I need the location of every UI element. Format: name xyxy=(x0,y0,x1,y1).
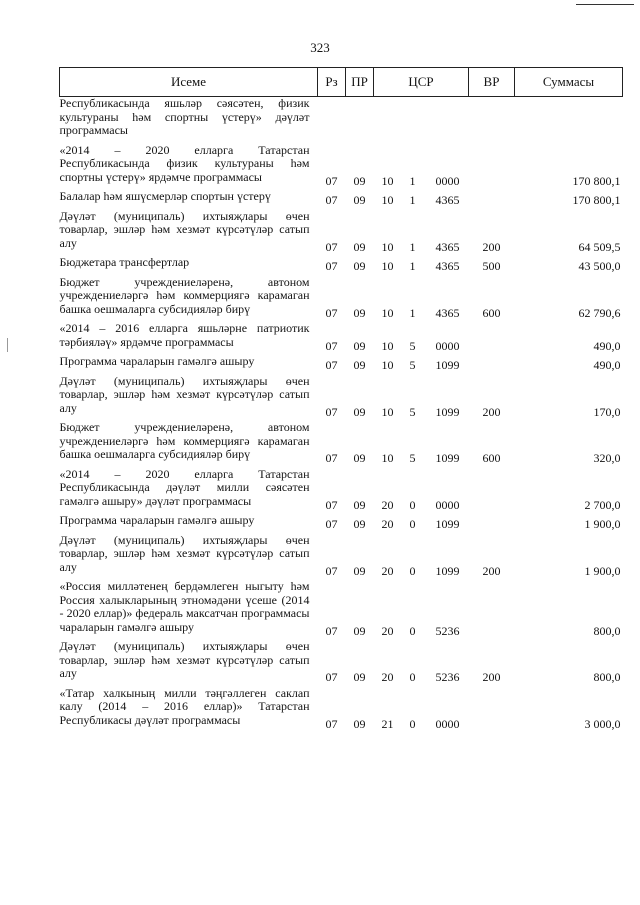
row-sum: 62 790,6 xyxy=(578,305,621,320)
row-vr: 200 xyxy=(482,404,501,419)
row-rz: 07 xyxy=(325,517,338,531)
row-csr-subprogram: 0 xyxy=(409,517,416,531)
table-row xyxy=(60,320,623,353)
row-rz: 07 xyxy=(325,670,338,684)
row-rz: 07 xyxy=(325,338,338,353)
row-csr-program: 20 xyxy=(381,563,394,578)
row-csr-item: 4365 xyxy=(435,193,460,207)
row-csr-item: 1099 xyxy=(435,404,460,419)
row-name: Программа чараларын гамәлгә ашыру xyxy=(59,354,255,368)
row-name: Балалар һәм яшүсмерләр спортын үстерү xyxy=(59,189,271,203)
row-csr-subprogram: 0 xyxy=(409,563,416,578)
row-vr xyxy=(469,466,515,513)
row-vr: 600 xyxy=(482,451,501,465)
row-name: «2014 – 2016 елларга яшьләрне патриотик тәрбияләү» ярдәмче программасы xyxy=(59,321,310,349)
row-rz: 07 xyxy=(325,173,338,188)
row-vr xyxy=(469,685,515,732)
table-row xyxy=(60,512,623,532)
row-pr: 09 xyxy=(353,563,366,578)
col-header-rz: Рз xyxy=(318,68,346,97)
col-header-vr: ВР xyxy=(469,68,515,97)
row-vr: 600 xyxy=(482,305,501,320)
row-csr-program: 21 xyxy=(381,716,394,731)
table-row xyxy=(60,466,623,513)
row-csr xyxy=(374,254,469,274)
row-csr-item: 1099 xyxy=(435,358,460,372)
row-vr: 500 xyxy=(482,259,501,273)
row-vr xyxy=(469,97,515,142)
row-csr-program: 10 xyxy=(381,239,394,254)
row-pr: 09 xyxy=(353,404,366,419)
row-csr xyxy=(374,532,469,579)
table-header-row xyxy=(60,68,623,97)
row-csr-program: 20 xyxy=(381,670,394,684)
col-header-pr: ПР xyxy=(346,68,374,97)
row-vr: 200 xyxy=(482,563,501,578)
row-sum: 170 800,1 xyxy=(572,173,621,188)
row-rz: 07 xyxy=(325,563,338,578)
row-csr-subprogram: 0 xyxy=(409,670,416,684)
table-row xyxy=(60,532,623,579)
row-pr: 09 xyxy=(353,451,366,465)
row-rz: 07 xyxy=(325,623,338,638)
row-csr-item: 0000 xyxy=(435,338,460,353)
row-sum: 2 700,0 xyxy=(584,497,621,512)
row-name: «Татар халкының милли тәңгәллеген саклап калу (2014 – 2016 еллар)» Татарстан Республикасы дәүләт программасы xyxy=(59,685,310,727)
row-rz: 07 xyxy=(325,404,338,419)
row-csr xyxy=(374,208,469,255)
table-row xyxy=(60,638,623,685)
row-sum: 170,0 xyxy=(593,404,621,419)
row-csr-subprogram: 0 xyxy=(409,716,416,731)
row-name: Бюджетара трансфертлар xyxy=(59,255,190,269)
row-name: Дәүләт (муниципаль) ихтыяҗлары өчен товарлар, эшләр һәм хезмәт күрсәтүләр сатып алу xyxy=(59,208,310,250)
row-name: Дәүләт (муниципаль) ихтыяҗлары өчен товарлар, эшләр һәм хезмәт күрсәтүләр сатып алу xyxy=(59,373,310,415)
budget-table xyxy=(59,67,623,731)
margin-mark xyxy=(7,338,8,352)
row-rz: 07 xyxy=(325,358,338,372)
row-vr: 200 xyxy=(482,239,501,254)
table-row xyxy=(60,353,623,373)
row-csr-item: 0000 xyxy=(435,173,460,188)
row-csr xyxy=(374,353,469,373)
row-vr xyxy=(469,142,515,189)
row-csr-program: 20 xyxy=(381,497,394,512)
row-csr-program: 10 xyxy=(381,338,394,353)
row-csr xyxy=(374,512,469,532)
row-rz: 07 xyxy=(325,239,338,254)
row-vr xyxy=(469,578,515,638)
row-sum: 800,0 xyxy=(593,623,621,638)
row-csr-subprogram: 1 xyxy=(409,239,416,254)
row-csr-item: 1099 xyxy=(435,451,460,465)
row-pr: 09 xyxy=(353,623,366,638)
row-csr-program: 10 xyxy=(381,259,394,273)
row-csr-program: 10 xyxy=(381,305,394,320)
table-row xyxy=(60,685,623,732)
row-csr-subprogram: 0 xyxy=(409,497,416,512)
row-csr xyxy=(374,320,469,353)
row-csr-program: 10 xyxy=(381,193,394,207)
row-sum: 490,0 xyxy=(593,358,621,372)
row-sum: 490,0 xyxy=(593,338,621,353)
row-rz xyxy=(318,97,346,142)
row-name: Республикасында яшьләр сәясәтен, физик культураны һәм спортны үстерү» дәүләт программасы xyxy=(59,96,310,137)
row-csr-program: 10 xyxy=(381,358,394,372)
row-csr-program: 20 xyxy=(381,517,394,531)
row-csr-item: 0000 xyxy=(435,716,460,731)
row-csr xyxy=(374,419,469,466)
row-pr: 09 xyxy=(353,517,366,531)
row-csr-item: 5236 xyxy=(435,670,460,684)
table-row xyxy=(60,373,623,420)
row-csr xyxy=(374,373,469,420)
row-csr-program: 10 xyxy=(381,404,394,419)
table-row xyxy=(60,274,623,321)
row-csr-subprogram: 1 xyxy=(409,259,416,273)
col-header-csr: ЦСР xyxy=(374,68,469,97)
row-csr xyxy=(374,142,469,189)
row-csr xyxy=(374,638,469,685)
row-csr-subprogram: 1 xyxy=(409,193,416,207)
row-name: Бюджет учреждениеләренә, автоном учреждениеләргә һәм коммерциягә карамаган башка оешмаларга субсидияләр бирү xyxy=(59,420,310,461)
row-rz: 07 xyxy=(325,193,338,207)
row-vr xyxy=(469,320,515,353)
row-csr-item: 1099 xyxy=(435,517,460,531)
row-csr-subprogram: 0 xyxy=(409,623,416,638)
row-pr: 09 xyxy=(353,193,366,207)
row-csr-item: 0000 xyxy=(435,497,460,512)
table-row xyxy=(60,97,623,142)
page-number: 323 xyxy=(310,40,330,55)
row-pr: 09 xyxy=(353,497,366,512)
row-pr: 09 xyxy=(353,716,366,731)
row-vr: 200 xyxy=(482,670,501,684)
row-rz: 07 xyxy=(325,716,338,731)
row-csr xyxy=(374,274,469,321)
row-csr xyxy=(374,188,469,208)
col-header-sum: Суммасы xyxy=(515,68,623,97)
row-csr-subprogram: 5 xyxy=(409,358,416,372)
row-name: Дәүләт (муниципаль) ихтыяҗлары өчен товарлар, эшләр һәм хезмәт күрсәтүләр сатып алу xyxy=(59,532,310,574)
row-csr-program: 20 xyxy=(381,623,394,638)
row-csr-item: 4365 xyxy=(435,239,460,254)
row-sum: 320,0 xyxy=(593,451,621,465)
row-pr: 09 xyxy=(353,358,366,372)
row-rz: 07 xyxy=(325,305,338,320)
row-pr: 09 xyxy=(353,670,366,684)
row-csr-subprogram: 1 xyxy=(409,173,416,188)
row-pr: 09 xyxy=(353,173,366,188)
row-csr-item: 4365 xyxy=(435,305,460,320)
row-sum: 43 500,0 xyxy=(578,259,621,273)
row-vr xyxy=(469,353,515,373)
table-row xyxy=(60,208,623,255)
row-csr-item: 1099 xyxy=(435,563,460,578)
row-sum: 64 509,5 xyxy=(578,239,621,254)
row-csr-program: 10 xyxy=(381,451,394,465)
row-csr-program: 10 xyxy=(381,173,394,188)
table-row xyxy=(60,142,623,189)
row-rz: 07 xyxy=(325,451,338,465)
row-csr-subprogram: 5 xyxy=(409,451,416,465)
row-pr xyxy=(346,97,374,142)
table-body xyxy=(60,97,623,732)
row-sum: 170 800,1 xyxy=(572,193,621,207)
row-sum: 3 000,0 xyxy=(584,716,621,731)
row-csr-subprogram: 1 xyxy=(409,305,416,320)
table-row xyxy=(60,578,623,638)
row-name: «Россия милләтенең бердәмлеген ныгыту һәм Россия халыкларының этномәдәни үсеше (2014 - 2020 еллар)» федераль максатчан программасы чараларын гамәлгә ашыру xyxy=(59,579,310,634)
table-row xyxy=(60,188,623,208)
table-row xyxy=(60,419,623,466)
row-pr: 09 xyxy=(353,338,366,353)
row-name: Программа чараларын гамәлгә ашыру xyxy=(59,513,255,527)
row-rz: 07 xyxy=(325,497,338,512)
corner-line xyxy=(576,4,634,5)
row-sum: 1 900,0 xyxy=(584,563,621,578)
table-row xyxy=(60,254,623,274)
row-name: «2014 – 2020 елларга Татарстан Республикасында дәүләт милли сәясәтен гамәлгә ашыру» дәүләт программасы xyxy=(59,466,310,508)
row-csr-item: 4365 xyxy=(435,259,460,273)
row-sum xyxy=(515,97,623,142)
row-vr xyxy=(469,512,515,532)
row-csr-item: 5236 xyxy=(435,623,460,638)
row-rz: 07 xyxy=(325,259,338,273)
row-pr: 09 xyxy=(353,259,366,273)
row-pr: 09 xyxy=(353,239,366,254)
row-name: Бюджет учреждениеләренә, автоном учреждениеләргә һәм коммерциягә карамаган башка оешмаларга субсидияләр бирү xyxy=(59,274,310,316)
row-sum: 1 900,0 xyxy=(584,517,621,531)
row-csr xyxy=(374,97,469,142)
row-name: Дәүләт (муниципаль) ихтыяҗлары өчен товарлар, эшләр һәм хезмәт күрсәтүләр сатып алу xyxy=(59,639,310,680)
row-csr xyxy=(374,466,469,513)
row-csr xyxy=(374,578,469,638)
row-pr: 09 xyxy=(353,305,366,320)
col-header-name: Исеме xyxy=(60,68,318,97)
row-csr xyxy=(374,685,469,732)
row-name: «2014 – 2020 елларга Татарстан Республикасында физик культураны һәм спортны үстерү» ярдәмче программасы xyxy=(59,142,310,184)
row-csr-subprogram: 5 xyxy=(409,404,416,419)
row-csr-subprogram: 5 xyxy=(409,338,416,353)
row-sum: 800,0 xyxy=(593,670,621,684)
row-vr xyxy=(469,188,515,208)
